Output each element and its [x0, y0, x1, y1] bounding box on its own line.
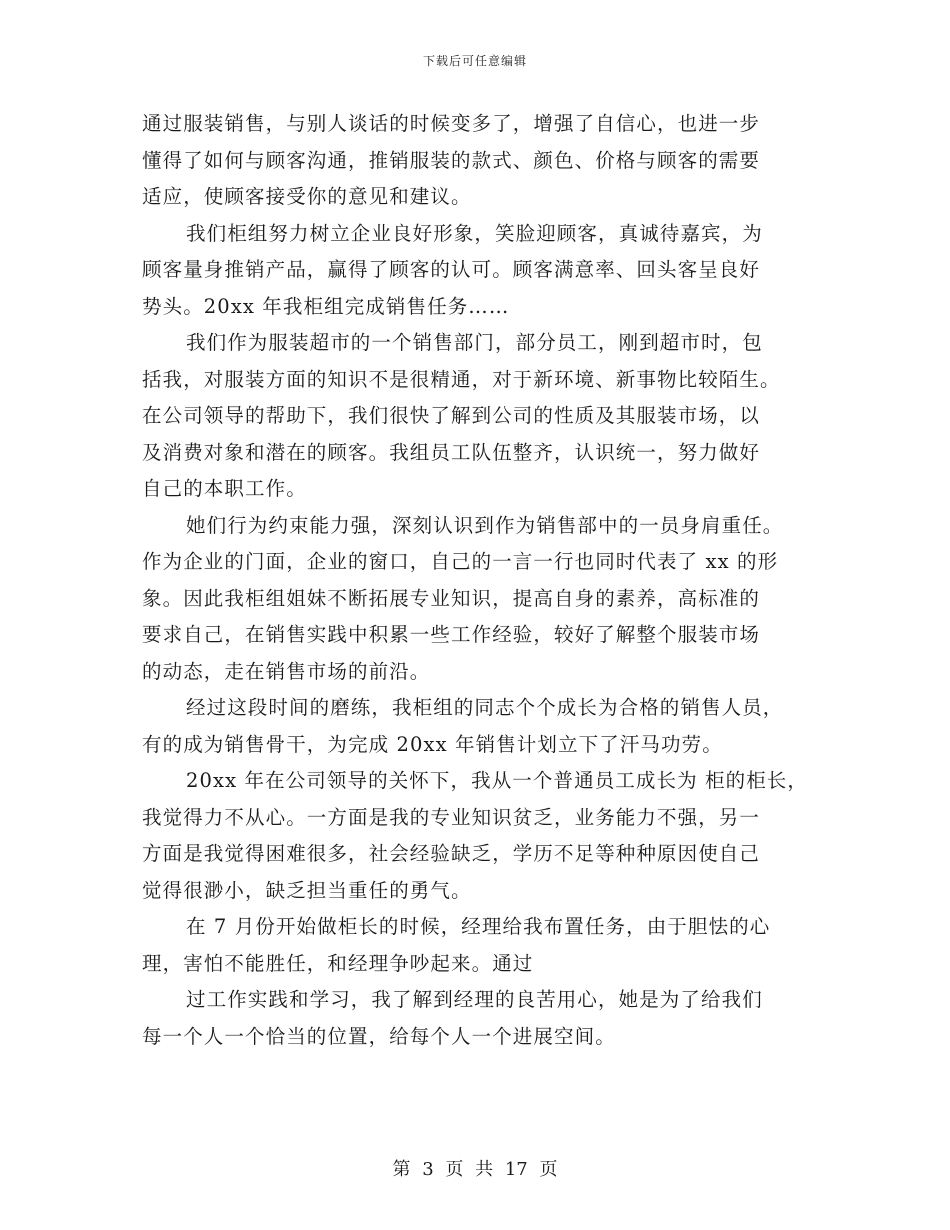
page-number: 第 3 页 共 17 页 [392, 1159, 558, 1180]
text-line: 方面是我觉得困难很多，社会经验缺乏，学历不足等种种原因使自己 [142, 842, 761, 865]
text-line: 作为企业的门面，企业的窗口，自己的一言一行也同时代表了 xx 的形 [142, 550, 779, 573]
text-line: 及消费对象和潜在的顾客。我组员工队伍整齐，认识统一，努力做好 [142, 440, 761, 464]
text-line: 经过这段时间的磨练，我柜组的同志个个成长为合格的销售人员， [186, 696, 784, 719]
text-line: 顾客量身推销产品，赢得了顾客的认可。顾客满意率、回头客呈良好 [142, 258, 761, 281]
text-line: 觉得很渺小，缺乏担当重任的勇气。 [142, 878, 472, 902]
text-line: 要求自己，在销售实践中积累一些工作经验，较好了解整个服装市场 [142, 623, 761, 646]
paragraph-3 [142, 325, 832, 508]
text-line: 适应，使顾客接受你的意见和建议。 [142, 185, 472, 208]
text-line: 我觉得力不从心。一方面是我的专业知识贫乏，业务能力不强，另一 [142, 805, 761, 829]
page-header: 下载后可任意编辑 [422, 54, 527, 68]
document-body [142, 106, 832, 1055]
text-line: 象。因此我柜组姐妹不断拓展专业知识，提高自身的素养，高标准的 [142, 586, 761, 610]
text-line: 每一个人一个恰当的位置，给每个人一个进展空间。 [142, 1024, 616, 1048]
text-line: 在 7 月份开始做柜长的时候，经理给我布置任务，由于胆怯的心 [186, 915, 771, 938]
text-line: 的动态，走在销售市场的前沿。 [142, 659, 431, 683]
text-line: 自己的本职工作。 [142, 477, 307, 500]
text-line: 通过服装销售，与别人谈话的时候变多了，增强了自信心，也进一步 [142, 112, 761, 135]
text-line: 她们行为约束能力强，深刻认识到作为销售部中的一员身肩重任。 [186, 513, 784, 537]
text-line: 势头。20xx 年我柜组完成销售任务…… [142, 294, 510, 318]
text-line: 20xx 年在公司领导的关怀下，我从一个普通员工成长为 柜的柜长， [186, 769, 809, 792]
paragraph-6 [142, 763, 832, 909]
text-line: 我们柜组努力树立企业良好形象，笑脸迎顾客，真诚待嘉宾，为 [186, 221, 763, 245]
text-line: 括我，对服装方面的知识不是很精通，对于新环境、新事物比较陌生。 [142, 367, 781, 391]
text-line: 有的成为销售骨干，为完成 20xx 年销售计划立下了汗马功劳。 [142, 732, 723, 756]
text-line: 我们作为服装超市的一个销售部门，部分员工，刚到超市时，包 [186, 331, 763, 354]
paragraph-5 [142, 690, 832, 763]
paragraph-4 [142, 508, 832, 691]
paragraph-8 [142, 982, 832, 1055]
paragraph-1 [142, 106, 832, 216]
text-line: 过工作实践和学习，我了解到经理的良苦用心，她是为了给我们 [186, 988, 763, 1011]
paragraph-2 [142, 216, 832, 326]
text-line: 懂得了如何与顾客沟通，推销服装的款式、颜色、价格与顾客的需要 [142, 148, 761, 172]
text-line: 在公司领导的帮助下，我们很快了解到公司的性质及其服装市场，以 [142, 404, 761, 427]
paragraph-7 [142, 909, 832, 982]
text-line: 理，害怕不能胜任，和经理争吵起来。通过 [142, 951, 534, 975]
